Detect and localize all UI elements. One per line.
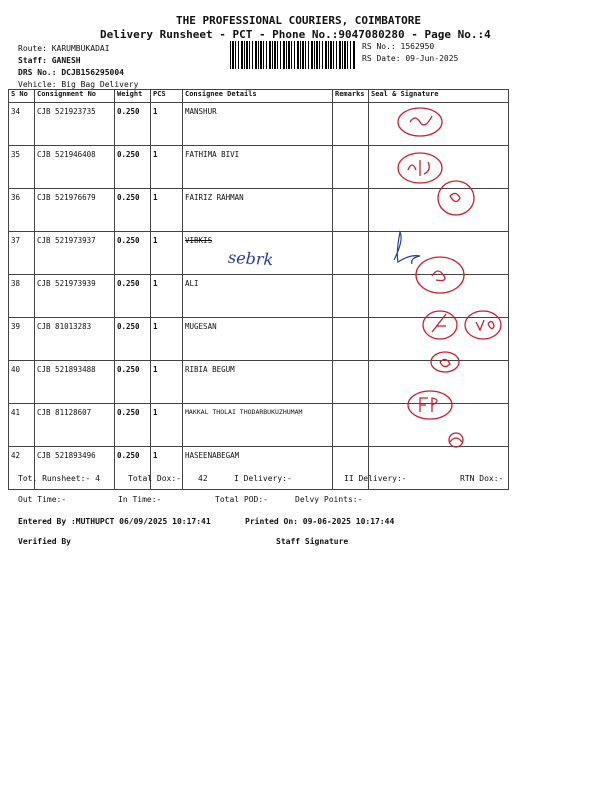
total-pod: Total POD:- [215,495,268,504]
cell-sno: 34 [9,103,35,146]
cell-weight: 0.250 [115,103,151,146]
staff-signature: Staff Signature [276,537,349,546]
cell-pcs: 1 [151,404,183,447]
handwritten-note: sebrk [227,247,274,270]
cell-weight: 0.250 [115,275,151,318]
cell-remarks [333,404,369,447]
cell-consignment: CJB 81013283 [35,318,115,361]
cell-sno: 37 [9,232,35,275]
seal-circle-36 [438,181,474,215]
cell-consignment: CJB 521973939 [35,275,115,318]
rs-date: RS Date: 09-Jun-2025 [362,54,459,63]
blue-signature-37 [394,232,420,264]
col-remarks: Remarks [333,90,369,103]
cell-weight: 0.250 [115,146,151,189]
cell-consignment: CJB 521893488 [35,361,115,404]
cell-consignment: CJB 521923735 [35,103,115,146]
cell-pcs: 1 [151,275,183,318]
cell-pcs: 1 [151,146,183,189]
cell-sno: 38 [9,275,35,318]
col-consignment: Consignment No [35,90,115,103]
entered-by: Entered By :MUTHUPCT 06/09/2025 10:17:41 [18,517,211,526]
cell-consignment: CJB 521973937 [35,232,115,275]
cell-weight: 0.250 [115,232,151,275]
cell-consignment: CJB 521893496 [35,447,115,490]
cell-remarks [333,189,369,232]
company-title: THE PROFESSIONAL COURIERS, COIMBATORE [176,14,422,27]
cell-pcs: 1 [151,447,183,490]
cell-remarks [333,103,369,146]
cell-pcs: 1 [151,189,183,232]
printed-on: Printed On: 09-06-2025 10:17:44 [245,517,395,526]
cell-sno: 40 [9,361,35,404]
col-seal-signature: Seal & Signature [369,90,509,103]
cell-pcs: 1 [151,232,183,275]
rtn-dox: RTN Dox:- [460,474,504,483]
cell-sno: 39 [9,318,35,361]
cell-weight: 0.250 [115,361,151,404]
cell-weight: 0.250 [115,404,151,447]
cell-consignment: CJB 521976679 [35,189,115,232]
cell-weight: 0.250 [115,189,151,232]
out-time: Out Time:- [18,495,67,504]
cell-remarks [333,275,369,318]
total-dox-label: Total Dox:- [128,474,181,483]
cell-pcs: 1 [151,318,183,361]
barcode [230,41,356,69]
cell-consignee: VIBKIS [183,232,333,275]
cell-remarks [333,361,369,404]
col-consignee: Consignee Details [183,90,333,103]
total-dox-value: 42 [198,474,208,483]
cell-consignee: ALI [183,275,333,318]
cell-consignee: MAKKAL THOLAI THODARBUKUZHUMAM [183,404,333,447]
cell-consignee: FATHIMA BIVI [183,146,333,189]
col-weight: Weight [115,90,151,103]
staff-label: Staff: GANESH [18,56,81,65]
seal-circle-40 [431,352,459,372]
cell-consignee: FAIRIZ RAHMAN [183,189,333,232]
delvy-points: Delvy Points:- [295,495,363,504]
cell-sno: 35 [9,146,35,189]
col-sno: S No [9,90,35,103]
cell-consignment: CJB 521946408 [35,146,115,189]
cell-sno: 41 [9,404,35,447]
cell-pcs: 1 [151,103,183,146]
signature-marks [380,100,510,460]
seal-circle-41 [408,391,452,419]
i-delivery: I Delivery:- [234,474,292,483]
in-time: In Time:- [118,495,162,504]
vehicle-label: Vehicle: Big Bag Delivery [18,80,139,89]
cell-remarks [333,318,369,361]
rs-number: RS No.: 1562950 [362,42,435,51]
verified-by: Verified By [18,537,71,546]
cell-consignee: MUGESAN [183,318,333,361]
ii-delivery: II Delivery:- [344,474,407,483]
cell-pcs: 1 [151,361,183,404]
col-pcs: PCS [151,90,183,103]
runsheet-subtitle: Delivery Runsheet - PCT - Phone No.:9047080280 - Page No.:4 [100,28,491,41]
seal-circle-38 [416,257,464,293]
cell-remarks [333,146,369,189]
cell-sno: 36 [9,189,35,232]
cell-consignee: MANSHUR [183,103,333,146]
cell-consignee: RIBIA BEGUM [183,361,333,404]
cell-weight: 0.250 [115,318,151,361]
seal-circle-39b [465,311,501,339]
cell-consignee: HASEENABEGAM [183,447,333,490]
cell-consignment: CJB 81128607 [35,404,115,447]
seal-circle-39a [423,311,457,339]
cell-weight: 0.250 [115,447,151,490]
cell-remarks [333,232,369,275]
cell-remarks [333,447,369,490]
drs-number: DRS No.: DCJB156295004 [18,68,124,77]
cell-sno: 42 [9,447,35,490]
route-label: Route: KARUMBUKADAI [18,44,110,53]
tot-runsheet: Tot. Runsheet:- 4 [18,474,100,483]
